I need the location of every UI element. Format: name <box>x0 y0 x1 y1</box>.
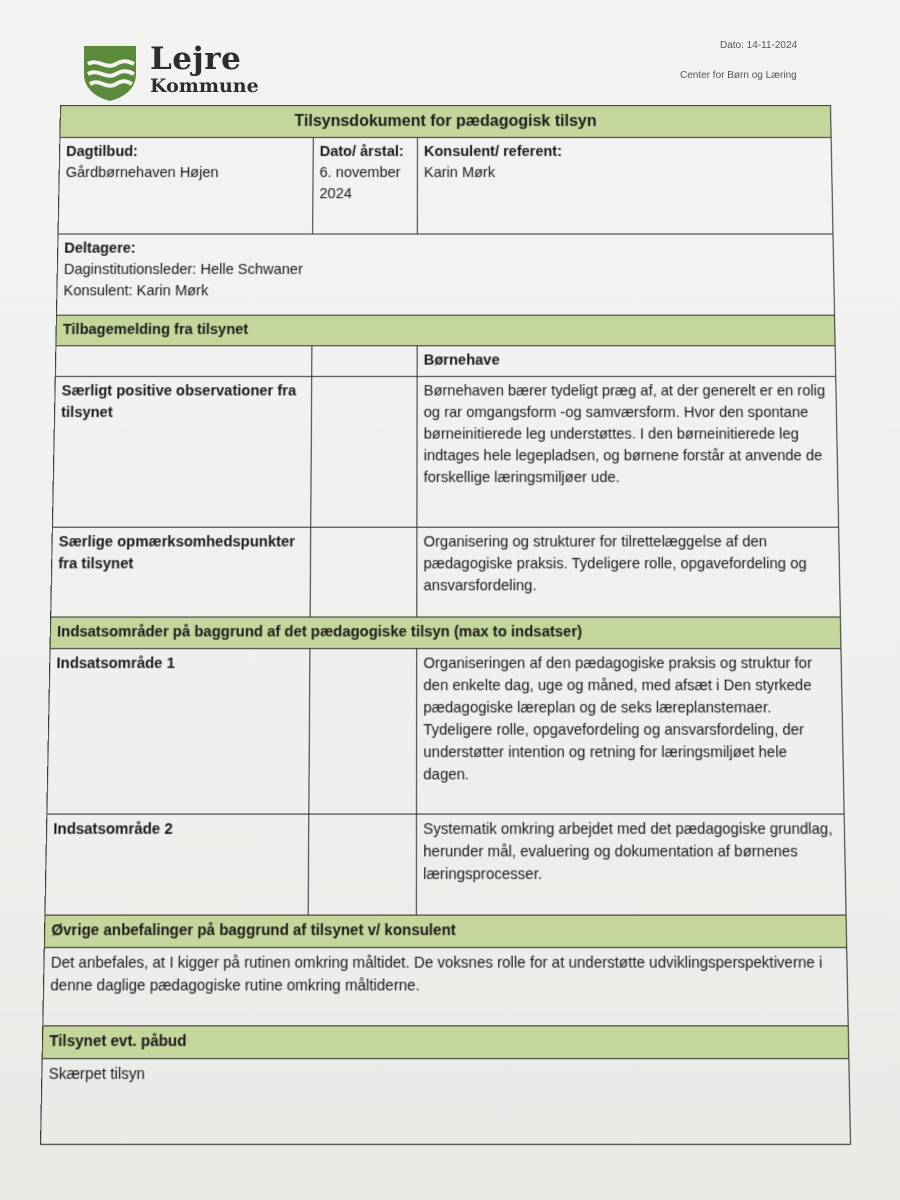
logo-line1: Lejre <box>150 41 242 77</box>
empty-cell <box>310 527 417 617</box>
municipality-logo <box>82 41 259 102</box>
empty-cell <box>311 377 417 528</box>
empty-cell <box>309 649 417 815</box>
column-header-bornehave: Børnehave <box>417 346 836 377</box>
logo-text <box>150 41 259 97</box>
empty-cell <box>308 814 416 915</box>
dato-label: Dato/ årstal: <box>319 144 404 161</box>
indsats2-text: Systematik omkring arbejdet med det pædagogiske grundlag, herunder mål, evaluering og dokumentation af børnenes læringsprocesser. <box>416 814 846 915</box>
konsulent-value: Karin Mørk <box>423 165 496 182</box>
konsulent-label: Konsulent/ referent: <box>423 144 563 161</box>
supervision-form-table <box>40 105 851 1145</box>
dato-value: 6. november 2024 <box>319 165 401 203</box>
form-title: Tilsynsdokument for pædagogisk tilsyn <box>60 105 831 137</box>
empty-header-cell <box>55 346 312 377</box>
konsulent-cell <box>417 138 833 235</box>
paabud-section-header: Tilsynet evt. påbud <box>42 1026 849 1059</box>
dato-cell <box>313 138 418 235</box>
dagtilbud-label: Dagtilbud: <box>65 144 139 161</box>
dagtilbud-value: Gårdbørnehaven Højen <box>65 165 219 182</box>
feedback-section-header: Tilbagemelding fra tilsynet <box>56 315 835 346</box>
indsats-section-header: Indsatsområder på baggrund af det pædagogiske tilsyn (max to indsatser) <box>50 617 841 649</box>
deltagere-cell <box>56 234 834 315</box>
anbefaling-text: Det anbefales, at I kigger på rutinen omkring måltidet. De voksnes rolle for at understøtte udviklingsperspektiverne i denne daglige pædagogiske rutine omkring måltiderne. <box>43 948 848 1026</box>
indsats1-label: Indsatsområde 1 <box>47 649 310 815</box>
attention-points-label: Særlige opmærksomhedspunkter fra tilsynet <box>51 527 311 617</box>
deltagere-line2: Konsulent: Karin Mørk <box>63 283 209 300</box>
logo-line2: Kommune <box>150 75 259 97</box>
indsats1-text: Organiseringen af den pædagogiske praksis og struktur for den enkelte dag, uge og måned, med afsæt i Den styrkede pædagogiske læreplan og de seks læreplanstemaer. Tydeligere rolle, opgavefordeling og ansvarsfordeling, der understøtter intention og retning for læringsmiljøet hele dagen. <box>417 649 845 815</box>
deltagere-label: Deltagere: <box>64 240 136 257</box>
shield-wave-icon <box>82 44 138 102</box>
header-center: Center for Børn og Læring <box>680 70 797 81</box>
dagtilbud-cell <box>58 138 313 235</box>
paabud-text: Skærpet tilsyn <box>41 1059 851 1145</box>
deltagere-line1: Daginstitutionsleder: Helle Schwaner <box>63 262 303 279</box>
attention-points-text: Organisering og strukturer for tilrettelæggelse af den pædagogiske praksis. Tydeligere rolle, opgavefordeling og ansvarsfordeling. <box>417 527 841 617</box>
positive-observations-text: Børnehaven bærer tydeligt præg af, at der generelt er en rolig og rar omgangsform -og samværsform. Hvor den spontane børneinitierede leg understøttes. I den børneinitierede leg indtages hele legepladsen, og børnene forstår at anvende de forskellige læringsmiljøer ude. <box>417 377 839 528</box>
positive-observations-label: Særligt positive observationer fra tilsynet <box>52 377 311 528</box>
header-date: Dato: 14-11-2024 <box>720 40 798 51</box>
anbefaling-section-header: Øvrige anbefalinger på baggrund af tilsynet v/ konsulent <box>44 915 846 947</box>
indsats2-label: Indsatsområde 2 <box>45 814 309 915</box>
empty-header-cell <box>312 346 417 377</box>
